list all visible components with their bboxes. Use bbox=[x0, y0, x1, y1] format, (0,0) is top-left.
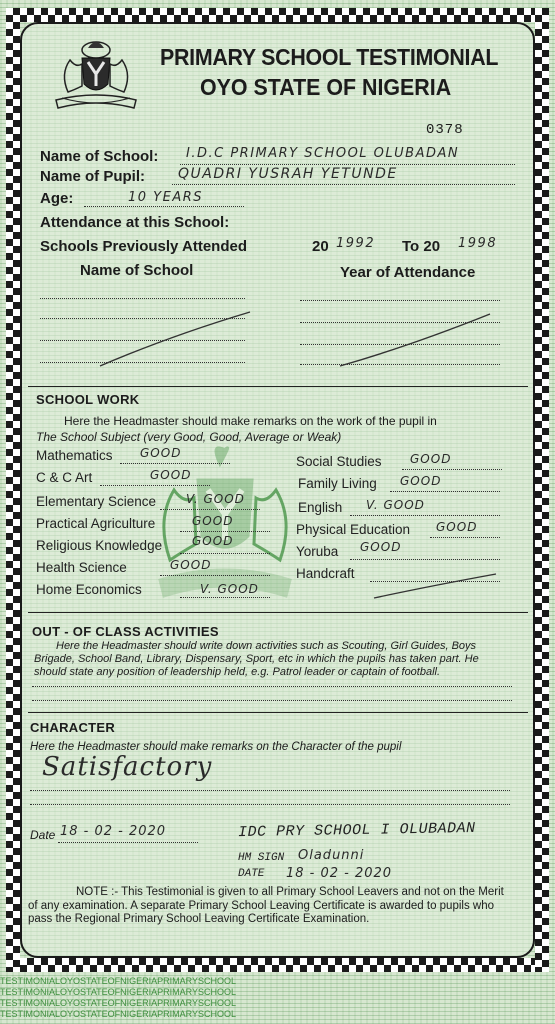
age-value: 10 YEARS bbox=[128, 190, 204, 205]
grade-health-science: GOOD bbox=[170, 558, 212, 572]
year-from-prefix: 20 bbox=[312, 238, 329, 255]
grade-yoruba: GOOD bbox=[360, 540, 402, 554]
subject-handcraft: Handcraft bbox=[296, 566, 355, 581]
serial-number: 0378 bbox=[426, 122, 464, 138]
document-title-line1: PRIMARY SCHOOL TESTIMONIAL bbox=[160, 44, 499, 70]
watermark-line: TESTIMONIALOYOSTATEOFNIGERIAPRIMARYSCHOOL bbox=[0, 998, 237, 1008]
subject-religious-knowledge: Religious Knowledge bbox=[36, 538, 163, 553]
dotted-line bbox=[350, 559, 500, 560]
dotted-line bbox=[180, 164, 515, 165]
grade-religious-knowledge: GOOD bbox=[192, 534, 234, 548]
previously-attended-label: Schools Previously Attended bbox=[40, 238, 247, 255]
watermark-text bbox=[0, 976, 555, 1020]
checker-border-right bbox=[535, 8, 549, 972]
subject-practical-agriculture: Practical Agriculture bbox=[36, 516, 156, 531]
school-work-grade-scale: The School Subject (very Good, Good, Average or Weak) bbox=[36, 430, 342, 444]
dotted-line bbox=[160, 575, 270, 576]
coat-of-arms-icon bbox=[48, 34, 144, 114]
dotted-line bbox=[32, 686, 512, 687]
column-header-year: Year of Attendance bbox=[340, 264, 476, 281]
stamp-hm-sign-value: Oladunni bbox=[298, 848, 365, 863]
subject-home-economics: Home Economics bbox=[36, 582, 142, 597]
subject-mathematics: Mathematics bbox=[36, 448, 113, 463]
cancel-strike-lines bbox=[90, 306, 510, 376]
column-header-school: Name of School bbox=[80, 262, 194, 279]
grade-family-living: GOOD bbox=[400, 474, 442, 488]
subject-english: English bbox=[298, 500, 343, 515]
subject-cc-art: C & C Art bbox=[36, 470, 93, 485]
attendance-label: Attendance at this School: bbox=[40, 214, 230, 231]
footer-note: NOTE :- This Testimonial is given to all Primary School Leavers and not on the Merit of any examination. A separate Primary School Leaving Certificate is awarded to pupils who pass the Regional Primary School Leaving Certificate Examination. bbox=[28, 886, 504, 925]
dotted-line bbox=[180, 553, 270, 554]
grade-english: V. GOOD bbox=[366, 498, 425, 512]
name-of-school-label: Name of School: bbox=[40, 148, 159, 165]
divider bbox=[28, 612, 528, 613]
dotted-line bbox=[350, 515, 500, 516]
school-work-heading: SCHOOL WORK bbox=[36, 392, 140, 407]
grade-elementary-science: V. GOOD bbox=[186, 492, 245, 506]
checker-border-left bbox=[6, 8, 20, 972]
year-from-value: 1992 bbox=[336, 236, 376, 251]
grade-practical-agriculture: GOOD bbox=[192, 514, 234, 528]
dotted-line bbox=[180, 597, 270, 598]
stamp-date-label: DATE bbox=[238, 868, 265, 880]
dotted-line bbox=[30, 790, 510, 791]
dotted-line bbox=[172, 184, 515, 185]
out-of-class-heading: OUT - OF CLASS ACTIVITIES bbox=[32, 624, 219, 639]
watermark-line: TESTIMONIALOYOSTATEOFNIGERIAPRIMARYSCHOOL bbox=[0, 976, 237, 986]
cancel-strike-line bbox=[370, 572, 500, 602]
checker-border-top bbox=[6, 8, 549, 22]
watermark-line: TESTIMONIALOYOSTATEOFNIGERIAPRIMARYSCHOOL bbox=[0, 1009, 237, 1019]
date-value: 18 - 02 - 2020 bbox=[60, 824, 167, 839]
subject-family-living: Family Living bbox=[298, 476, 377, 491]
date-label: Date bbox=[30, 828, 56, 842]
name-of-school-value: I.D.C PRIMARY SCHOOL OLUBADAN bbox=[186, 146, 460, 161]
school-work-instruction: Here the Headmaster should make remarks on the work of the pupil in bbox=[64, 414, 437, 428]
character-remark: Satisfactory bbox=[42, 752, 213, 782]
age-label: Age: bbox=[40, 190, 74, 207]
document-title-line2: OYO STATE OF NIGERIA bbox=[200, 74, 452, 100]
divider bbox=[28, 386, 528, 387]
dotted-line bbox=[100, 485, 210, 486]
grade-mathematics: GOOD bbox=[140, 446, 182, 460]
checker-border-bottom bbox=[6, 958, 549, 972]
dotted-line bbox=[58, 842, 198, 843]
dotted-line bbox=[430, 537, 500, 538]
stamp-hm-sign-label: HM SIGN bbox=[238, 852, 285, 864]
stamp-date-value: 18 - 02 - 2020 bbox=[286, 866, 393, 881]
dotted-line bbox=[160, 509, 260, 510]
subject-physical-education: Physical Education bbox=[296, 522, 411, 537]
divider bbox=[28, 712, 528, 713]
dotted-line bbox=[84, 206, 244, 207]
character-instruction: Here the Headmaster should make remarks on the Character of the pupil bbox=[30, 741, 402, 753]
subject-health-science: Health Science bbox=[36, 560, 127, 575]
watermark-line: TESTIMONIALOYOSTATEOFNIGERIAPRIMARYSCHOOL bbox=[0, 987, 237, 997]
subject-elementary-science: Elementary Science bbox=[36, 494, 157, 509]
school-stamp: IDC PRY SCHOOL I OLUBADAN bbox=[237, 819, 476, 842]
dotted-line bbox=[180, 531, 270, 532]
dotted-line bbox=[390, 491, 500, 492]
grade-physical-education: GOOD bbox=[436, 520, 478, 534]
grade-cc-art: GOOD bbox=[150, 468, 192, 482]
dotted-line bbox=[40, 298, 245, 299]
grade-social-studies: GOOD bbox=[410, 452, 452, 466]
dotted-line bbox=[300, 300, 500, 301]
name-of-pupil-value: QUADRI YUSRAH YETUNDE bbox=[178, 166, 398, 182]
name-of-pupil-label: Name of Pupil: bbox=[40, 168, 146, 185]
subject-yoruba: Yoruba bbox=[296, 544, 339, 559]
out-of-class-instruction: Here the Headmaster should write down activities such as Scouting, Girl Guides, Boys Brigade, School Band, Library, Dispensary, Sport, etc in which the pupils has taken part. He should state any position of leadership held, e.g. Patrol leader or captain of football. bbox=[34, 640, 479, 678]
dotted-line bbox=[32, 700, 512, 701]
dotted-line bbox=[402, 469, 502, 470]
subject-social-studies: Social Studies bbox=[296, 454, 382, 469]
year-to-value: 1998 bbox=[458, 236, 498, 251]
dotted-line bbox=[30, 804, 510, 805]
grade-home-economics: V. GOOD bbox=[200, 582, 259, 596]
dotted-line bbox=[120, 463, 230, 464]
character-heading: CHARACTER bbox=[30, 720, 116, 735]
year-to-prefix: To 20 bbox=[402, 238, 441, 255]
